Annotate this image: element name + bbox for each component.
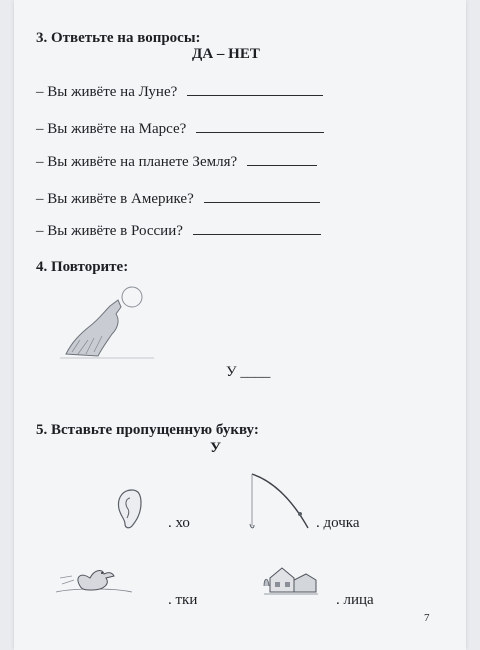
- duck-icon: [78, 571, 114, 590]
- question-2: [36, 119, 324, 138]
- word-3: . тки: [168, 592, 198, 608]
- answer-blank-2[interactable]: [196, 119, 324, 133]
- fishing-rod-image: [248, 470, 314, 532]
- wolf-icon: [66, 300, 121, 356]
- moon-icon: [122, 287, 142, 307]
- question-2-text: – Вы живёте на Марсе?: [36, 121, 187, 137]
- question-5-text: – Вы живёте в России?: [36, 223, 183, 239]
- workbook-page: [14, 0, 466, 650]
- house-icon: [270, 568, 294, 592]
- question-1-text: – Вы живёте на Луне?: [36, 84, 178, 100]
- word-2: . дочка: [316, 515, 360, 531]
- section-5-heading: 5. Вставьте пропущенную букву:: [36, 422, 259, 438]
- sound-prompt: У ____: [226, 364, 271, 380]
- village-image: [260, 556, 322, 596]
- answer-blank-3[interactable]: [247, 152, 317, 166]
- word-4: . лица: [336, 592, 374, 608]
- question-5: [36, 221, 321, 240]
- section-4-heading: 4. Повторите:: [36, 259, 129, 275]
- duck-image: [54, 562, 134, 598]
- ear-icon: [119, 490, 141, 528]
- ear-image: [114, 488, 144, 530]
- fishing-rod-icon: [252, 474, 308, 528]
- howling-wolf-image: [58, 282, 156, 360]
- section-3-heading: 3. Ответьте на вопросы:: [36, 30, 201, 46]
- question-4: [36, 189, 320, 208]
- question-3: [36, 152, 317, 171]
- answer-header: ДА – НЕТ: [192, 46, 260, 62]
- page-number: 7: [424, 612, 430, 624]
- question-3-text: – Вы живёте на планете Земля?: [36, 154, 238, 170]
- question-4-text: – Вы живёте в Америке?: [36, 191, 194, 207]
- word-1: . хо: [168, 515, 190, 531]
- missing-letter: У: [210, 440, 222, 456]
- question-1: [36, 82, 323, 101]
- answer-blank-1[interactable]: [187, 82, 323, 96]
- answer-blank-5[interactable]: [193, 221, 321, 235]
- answer-blank-4[interactable]: [204, 189, 320, 203]
